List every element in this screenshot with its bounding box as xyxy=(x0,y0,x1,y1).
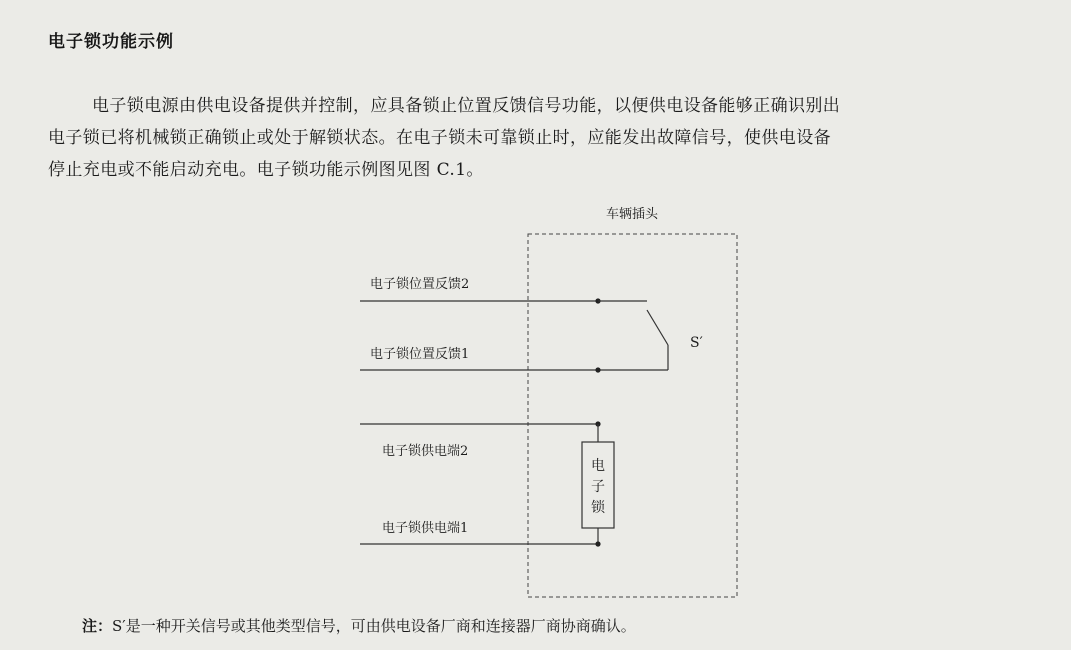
lock-block-char-1: 电 xyxy=(591,458,605,474)
lock-block-char-3: 锁 xyxy=(591,500,605,516)
feedback2-label: 电子锁位置反馈2 xyxy=(370,277,470,292)
switch-blade xyxy=(647,310,668,345)
vehicle-plug-title: 车辆插头 xyxy=(605,207,659,222)
paragraph-line-3: 停止充电或不能启动充电。电子锁功能示例图见图 C.1。 xyxy=(48,160,484,180)
supply2-label: 电子锁供电端2 xyxy=(382,444,469,459)
feedback1-label: 电子锁位置反馈1 xyxy=(370,347,470,362)
switch-label: S′ xyxy=(690,335,703,351)
footnote xyxy=(82,615,636,636)
note-text: S′是一种开关信号或其他类型信号，可由供电设备厂商和连接器厂商协商确认。 xyxy=(112,617,636,635)
lock-block-char-2: 子 xyxy=(591,479,605,495)
vehicle-plug-box xyxy=(528,234,737,597)
feedback1-node xyxy=(595,367,600,372)
section-heading: 电子锁功能示例 xyxy=(48,32,174,52)
supply1-label: 电子锁供电端1 xyxy=(382,521,469,536)
supply1-node xyxy=(595,541,600,546)
paragraph-line-1: 电子锁电源由供电设备提供并控制，应具备锁止位置反馈信号功能，以便供电设备能够正确识别出 xyxy=(92,96,841,116)
note-label: 注： xyxy=(82,617,113,635)
paragraph-line-2: 电子锁已将机械锁正确锁止或处于解锁状态。在电子锁未可靠锁止时，应能发出故障信号，使供电设备 xyxy=(48,128,831,148)
